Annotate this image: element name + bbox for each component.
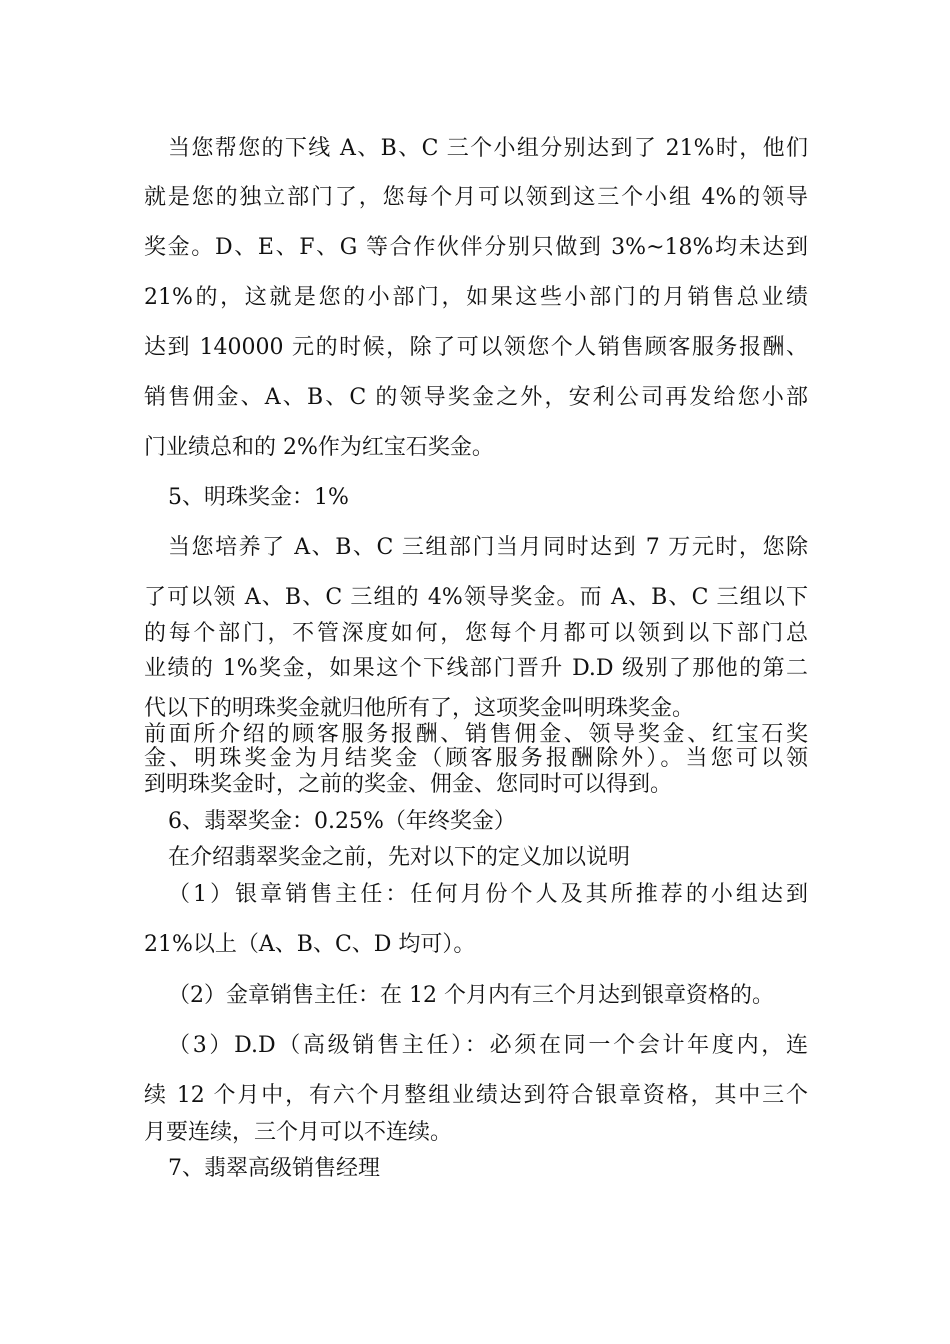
text-line: 销售佣金、A、B、C 的领导奖金之外，安利公司再发给您小部 [144, 385, 808, 410]
text-line: 月要连续，三个月可以不连续。 [144, 1120, 453, 1145]
text-line: 在介绍翡翠奖金之前，先对以下的定义加以说明 [168, 845, 631, 870]
text-line: 业绩的 1%奖金，如果这个下线部门晋升 D.D 级别了那他的第二 [144, 656, 808, 681]
text-line: 21%的，这就是您的小部门，如果这些小部门的月销售总业绩 [144, 285, 808, 310]
text-line: 到明珠奖金时，之前的奖金、佣金、您同时可以得到。 [144, 772, 673, 797]
text-line: 当您培养了 A、B、C 三组部门当月同时达到 7 万元时，您除 [168, 535, 808, 560]
text-line: 达到 140000 元的时候，除了可以领您个人销售顾客服务报酬、 [144, 335, 808, 360]
text-line: 就是您的独立部门了，您每个月可以领到这三个小组 4%的领导 [144, 185, 808, 210]
text-line: （3）D.D（高级销售主任）：必须在同一个会计年度内，连 [168, 1033, 808, 1058]
text-line: 21%以上（A、B、C、D 均可）。 [144, 932, 476, 957]
text-line: 的每个部门，不管深度如何，您每个月都可以领到以下部门总 [144, 621, 808, 646]
text-line: 代以下的明珠奖金就归他所有了，这项奖金叫明珠奖金。 [144, 696, 695, 721]
text-line: 续 12 个月中，有六个月整组业绩达到符合银章资格，其中三个 [144, 1083, 808, 1108]
text-line: （2）金章销售主任：在 12 个月内有三个月达到银章资格的。 [168, 983, 774, 1008]
text-line: 奖金。D、E、F、G 等合作伙伴分别只做到 3%~18%均未达到 [144, 235, 808, 260]
text-line: 前面所介绍的顾客服务报酬、销售佣金、领导奖金、红宝石奖 [144, 722, 808, 747]
section-heading: 5、明珠奖金：1% [168, 485, 349, 510]
section-heading: 6、翡翠奖金：0.25%（年终奖金） [168, 809, 516, 834]
text-line: （1）银章销售主任：任何月份个人及其所推荐的小组达到 [168, 882, 808, 907]
section-heading: 7、翡翠高级销售经理 [168, 1156, 380, 1181]
text-line: 门业绩总和的 2%作为红宝石奖金。 [144, 435, 494, 460]
text-line: 当您帮您的下线 A、B、C 三个小组分别达到了 21%时，他们 [168, 136, 808, 161]
text-line: 了可以领 A、B、C 三组的 4%领导奖金。而 A、B、C 三组以下 [144, 585, 808, 610]
text-line: 金、明珠奖金为月结奖金（顾客服务报酬除外）。当您可以领 [144, 746, 808, 771]
